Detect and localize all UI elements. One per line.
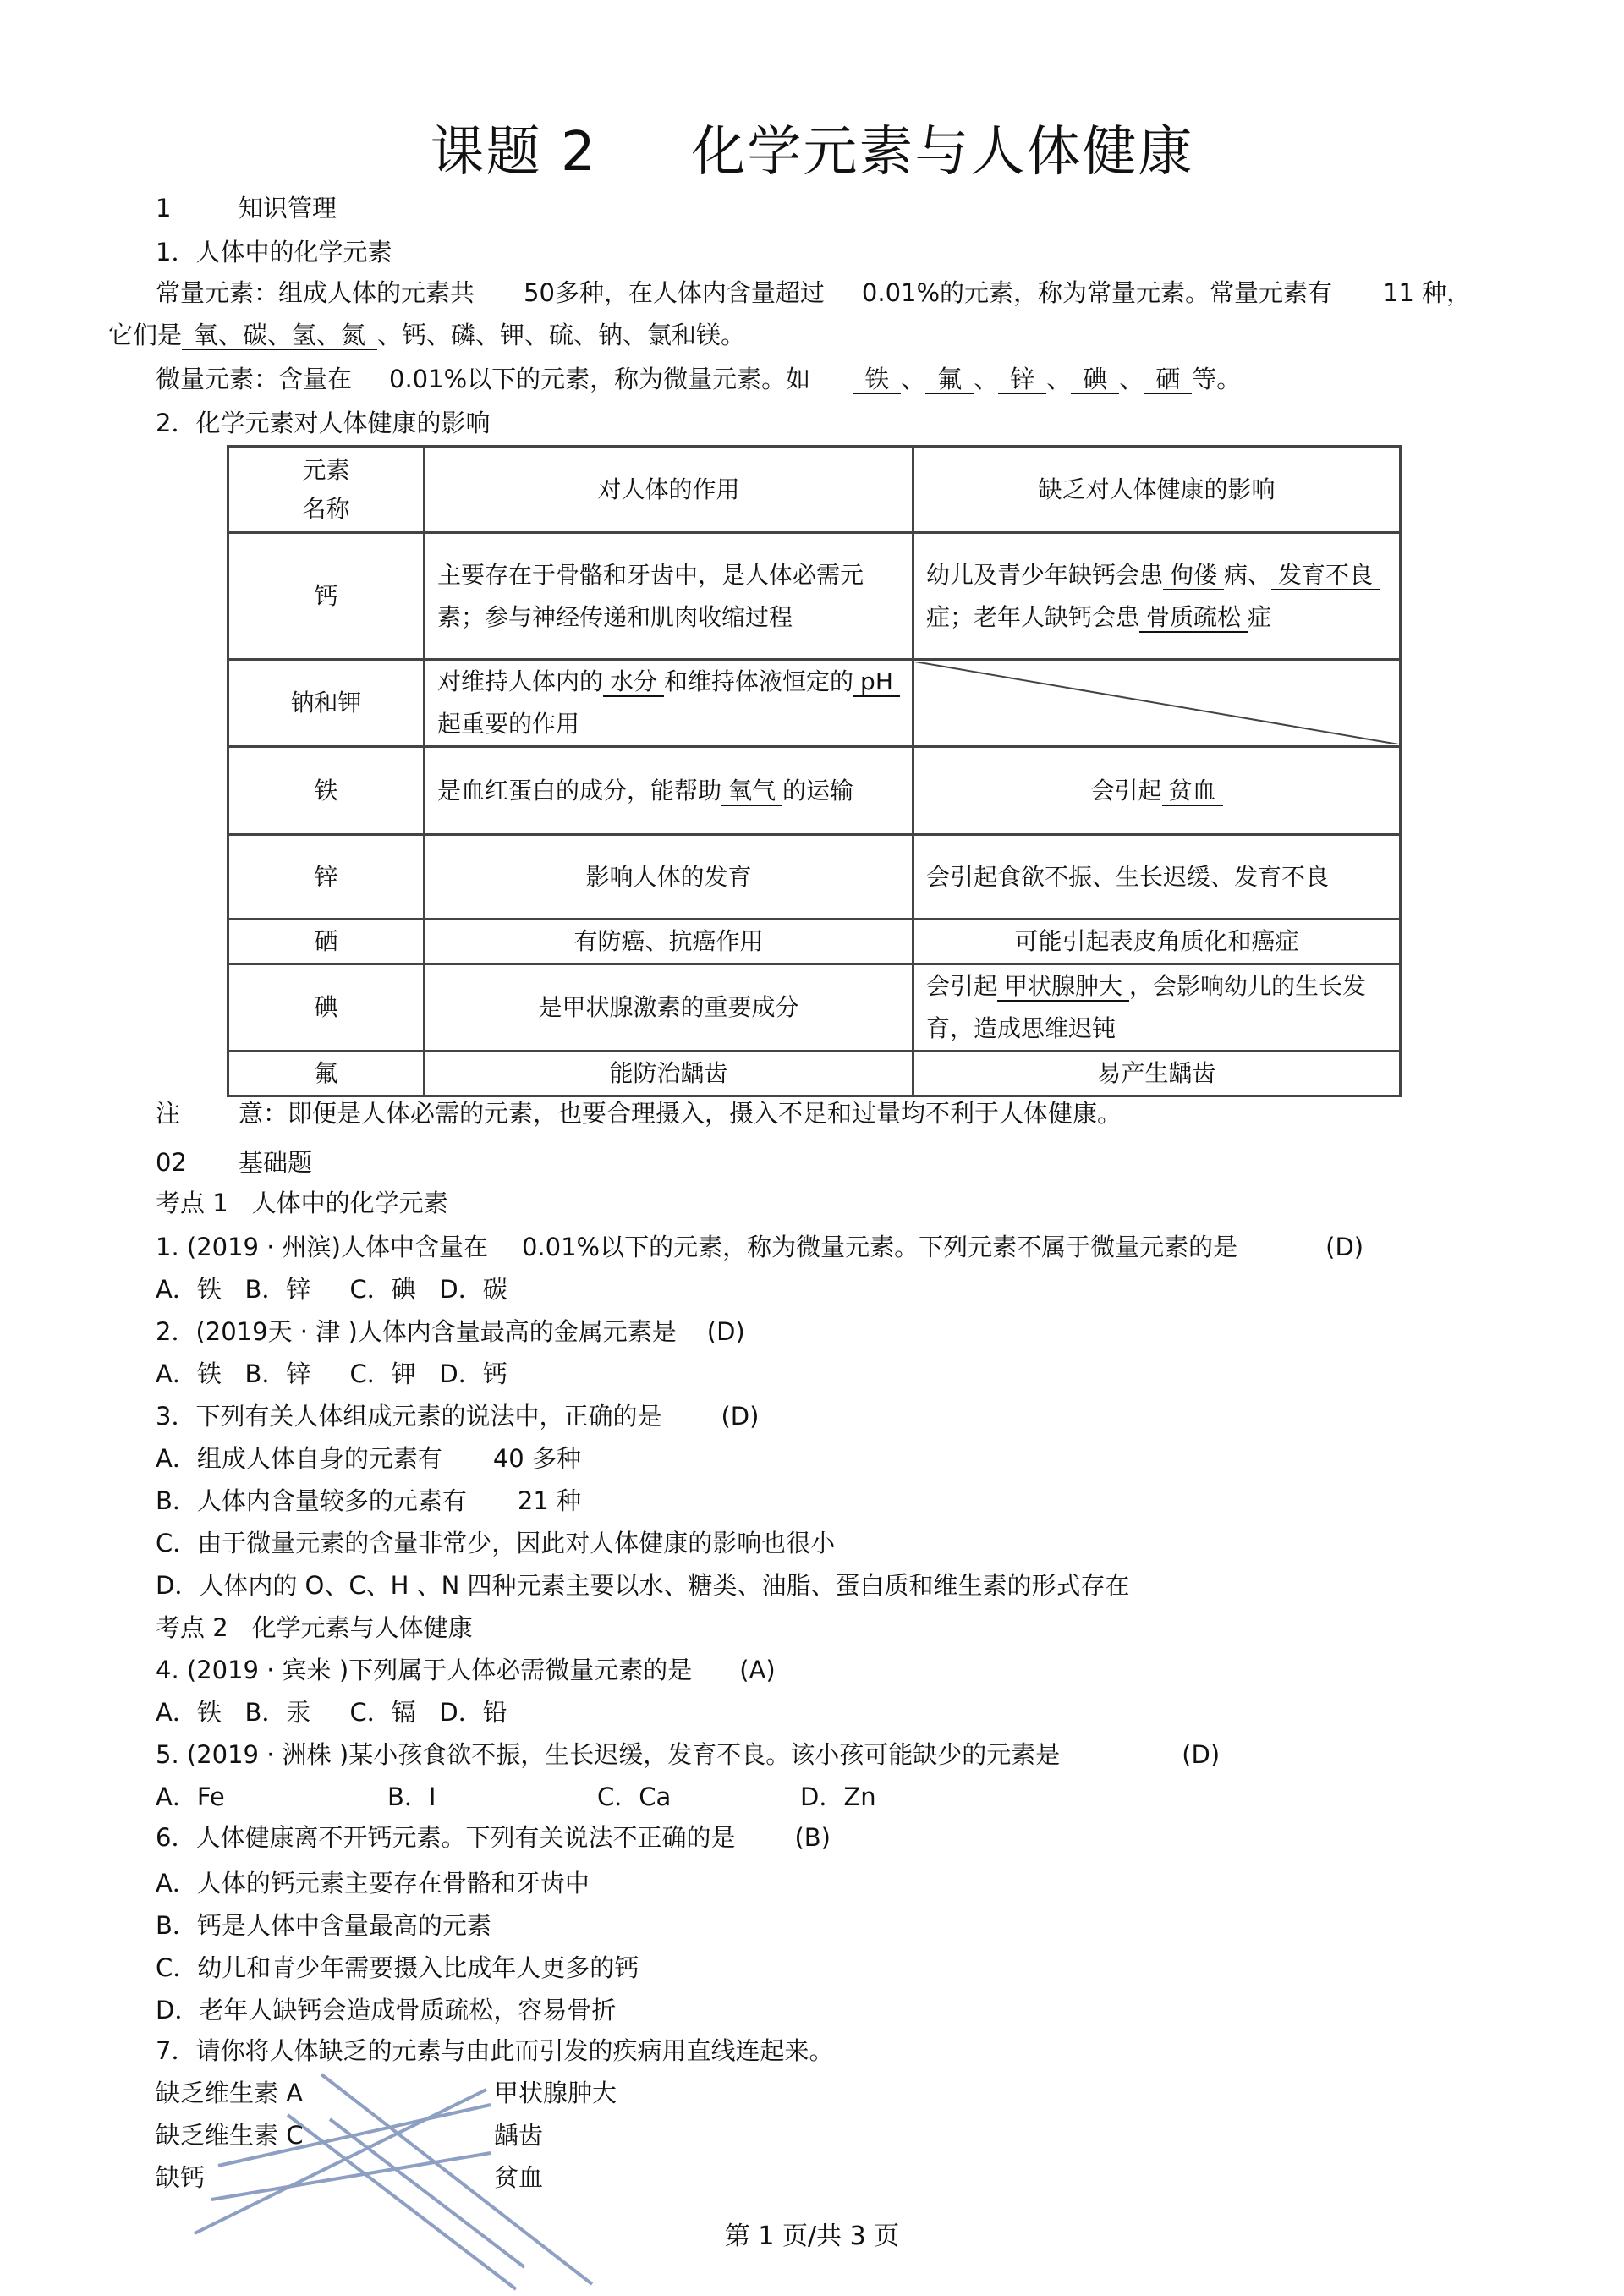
- text: 、: [1119, 365, 1144, 393]
- option: A．人体的钙元素主要存在骨骼和牙齿中: [156, 1869, 590, 1898]
- text: 40 多种: [492, 1444, 581, 1473]
- text: 6．人体健康离不开钙元素。下列有关说法不正确的是: [156, 1823, 736, 1852]
- answer-blank: 氧气: [721, 777, 782, 806]
- text: 、: [974, 365, 999, 393]
- text: 11 种，: [1383, 278, 1472, 307]
- note-label: 注: [156, 1099, 181, 1128]
- element-name: 钙: [228, 533, 425, 660]
- answer: (B): [794, 1823, 831, 1852]
- answer-blank: 甲状腺肿大: [997, 972, 1129, 1002]
- text: 幼儿及青少年缺钙会患: [926, 560, 1164, 589]
- effect-cell: 是甲状腺激素的重要成分: [425, 964, 914, 1052]
- effect-cell: 能防治龋齿: [425, 1052, 914, 1096]
- heading-2: 2．化学元素对人体健康的影响: [156, 409, 491, 437]
- answer-blank: 碘: [1071, 365, 1119, 394]
- answer: (A): [739, 1656, 776, 1684]
- answer-blank: 贫血: [1162, 777, 1223, 806]
- question-5-option-b: B．I: [387, 1782, 436, 1811]
- question-2-options: A．铁 B．锌 C．钾 D．钙: [156, 1359, 508, 1388]
- matching-right-item: 甲状腺肿大: [494, 2079, 617, 2107]
- text: 0.01%以下的元素，称为微量元素。如: [389, 365, 811, 393]
- option: C．由于微量元素的含量非常少，因此对人体健康的影响也很小: [156, 1529, 836, 1557]
- question-7: 7．请你将人体缺乏的元素与由此而引发的疾病用直线连起来。: [156, 2036, 834, 2065]
- text: 3．下列有关人体组成元素的说法中，正确的是: [156, 1402, 662, 1431]
- text: 21 种: [517, 1486, 582, 1515]
- answer-blank: 水分: [603, 667, 664, 697]
- text: 考点 1: [156, 1189, 228, 1217]
- element-name: 氟: [228, 1052, 425, 1096]
- text: 它们是: [108, 321, 183, 349]
- text: 、: [901, 365, 926, 393]
- effect-cell: 有防癌、抗癌作用: [425, 920, 914, 964]
- text: 1. (2019 · 州滨)人体中含量在: [156, 1233, 488, 1261]
- text: 症: [1248, 602, 1272, 631]
- option: C．幼儿和青少年需要摄入比成年人更多的钙: [156, 1953, 639, 1982]
- effect-cell: 主要存在于骨骼和牙齿中，是人体必需元素；参与神经传递和肌肉收缩过程: [425, 533, 914, 660]
- header-cell: 缺乏对人体健康的影响: [914, 447, 1401, 533]
- section-label: 基础题: [239, 1148, 313, 1177]
- answer-blank: 骨质疏松: [1139, 603, 1248, 633]
- question-5-option-a: A．Fe: [156, 1782, 225, 1811]
- answer: (D): [706, 1317, 745, 1346]
- text: 人体中的化学元素: [251, 1189, 448, 1217]
- page-title: 课题 2 化学元素与人体健康: [430, 121, 1194, 184]
- question-5-option-d: D．Zn: [800, 1782, 876, 1811]
- text: 对维持人体内的: [437, 667, 604, 695]
- answer: (D): [1325, 1233, 1364, 1261]
- text: 会引起: [1090, 776, 1162, 805]
- text: A．组成人体自身的元素有: [156, 1444, 442, 1473]
- lack-cell: 可能引起表皮角质化和癌症: [914, 920, 1401, 964]
- question-4-options: A．铁 B．汞 C．镉 D．铅: [156, 1698, 508, 1727]
- matching-right-item: 龋齿: [494, 2121, 544, 2150]
- text: 0.01%以下的元素，称为微量元素。下列元素不属于微量元素的是: [521, 1233, 1238, 1261]
- option: D．人体内的 O、C、H 、N 四种元素主要以水、糖类、油脂、蛋白质和维生素的形式存在: [156, 1571, 1130, 1600]
- option: D．老年人缺钙会造成骨质疏松，容易骨折: [156, 1996, 617, 2024]
- text: 常量元素：组成人体的元素共: [156, 278, 475, 307]
- text: 2．(2019天 · 津 )人体内含量最高的金属元素是: [156, 1317, 677, 1346]
- section-number: 02: [156, 1148, 187, 1177]
- matching-left-item: 缺乏维生素 C: [156, 2121, 304, 2150]
- answer-blank: 发育不良: [1271, 561, 1380, 590]
- text: B．人体内含量较多的元素有: [156, 1486, 467, 1515]
- section-label: 知识管理: [239, 194, 337, 222]
- text: 的运输: [782, 776, 854, 805]
- answer-blank: 硒: [1144, 365, 1192, 394]
- text: 0.01%的元素，称为常量元素。常量元素有: [861, 278, 1333, 307]
- matching-left-item: 缺乏维生素 A: [156, 2079, 304, 2107]
- text: 50多种，在人体内含量超过: [524, 278, 825, 307]
- text: 微量元素：含量在: [156, 365, 353, 393]
- answer-blank: 氟: [925, 365, 974, 394]
- text: 病、: [1224, 560, 1272, 589]
- page-footer: 第 1 页/共 3 页: [724, 2222, 900, 2251]
- header-cell: 元素 名称: [228, 447, 425, 533]
- section-number: 1: [156, 194, 172, 222]
- matching-line: [211, 2153, 491, 2200]
- matching-right-item: 贫血: [494, 2163, 544, 2192]
- answer-blank: 铁: [853, 365, 901, 394]
- element-name: 硒: [228, 920, 425, 964]
- question-1-options: A．铁 B．锌 C．碘 D．碳: [156, 1275, 508, 1304]
- heading-1: 1．人体中的化学元素: [156, 238, 392, 266]
- text: ，会影响幼儿的生长发育，造成思维迟钝: [926, 972, 1367, 1042]
- text: 5. (2019 · 洲株 )某小孩食欲不振，生长迟缓，发育不良。该小孩可能缺少的元素是: [156, 1740, 1061, 1769]
- answer: (D): [1182, 1740, 1221, 1769]
- text: 、: [1046, 365, 1072, 393]
- answer-blank: 氧、碳、氢、氮: [182, 321, 377, 350]
- text: 化学元素与人体健康: [251, 1613, 473, 1642]
- effect-cell: 影响人体的发育: [425, 835, 914, 920]
- matching-left-item: 缺钙: [156, 2163, 206, 2192]
- element-name: 锌: [228, 835, 425, 920]
- option: B．钙是人体中含量最高的元素: [156, 1911, 491, 1940]
- text: 等。: [1192, 365, 1242, 393]
- lack-cell: 会引起食欲不振、生长迟缓、发育不良: [914, 835, 1401, 920]
- header-cell: 对人体的作用: [425, 447, 914, 533]
- answer: (D): [721, 1402, 760, 1431]
- element-name: 铁: [228, 747, 425, 835]
- element-name: 钠和钾: [228, 660, 425, 747]
- answer-blank: 锌: [998, 365, 1046, 394]
- question-5-option-c: C．Ca: [597, 1782, 672, 1811]
- text: 起重要的作用: [437, 710, 580, 738]
- text: 考点 2: [156, 1613, 228, 1642]
- text: 4. (2019 · 宾来 )下列属于人体必需微量元素的是: [156, 1656, 693, 1684]
- text: 和维持体液恒定的: [664, 667, 854, 695]
- text: 是血红蛋白的成分，能帮助: [437, 776, 722, 805]
- text: 会引起: [926, 972, 998, 1000]
- note-text: 意：即便是人体必需的元素，也要合理摄入，摄入不足和过量均不利于人体健康。: [239, 1099, 1122, 1128]
- answer-blank: pH: [853, 667, 900, 697]
- element-name: 碘: [228, 964, 425, 1052]
- lack-cell: 易产生龋齿: [914, 1052, 1401, 1096]
- text: 症；老年人缺钙会患: [926, 602, 1140, 631]
- text: 、钙、磷、钾、硫、钠、氯和镁。: [377, 321, 746, 349]
- answer-blank: 佝偻: [1163, 561, 1224, 590]
